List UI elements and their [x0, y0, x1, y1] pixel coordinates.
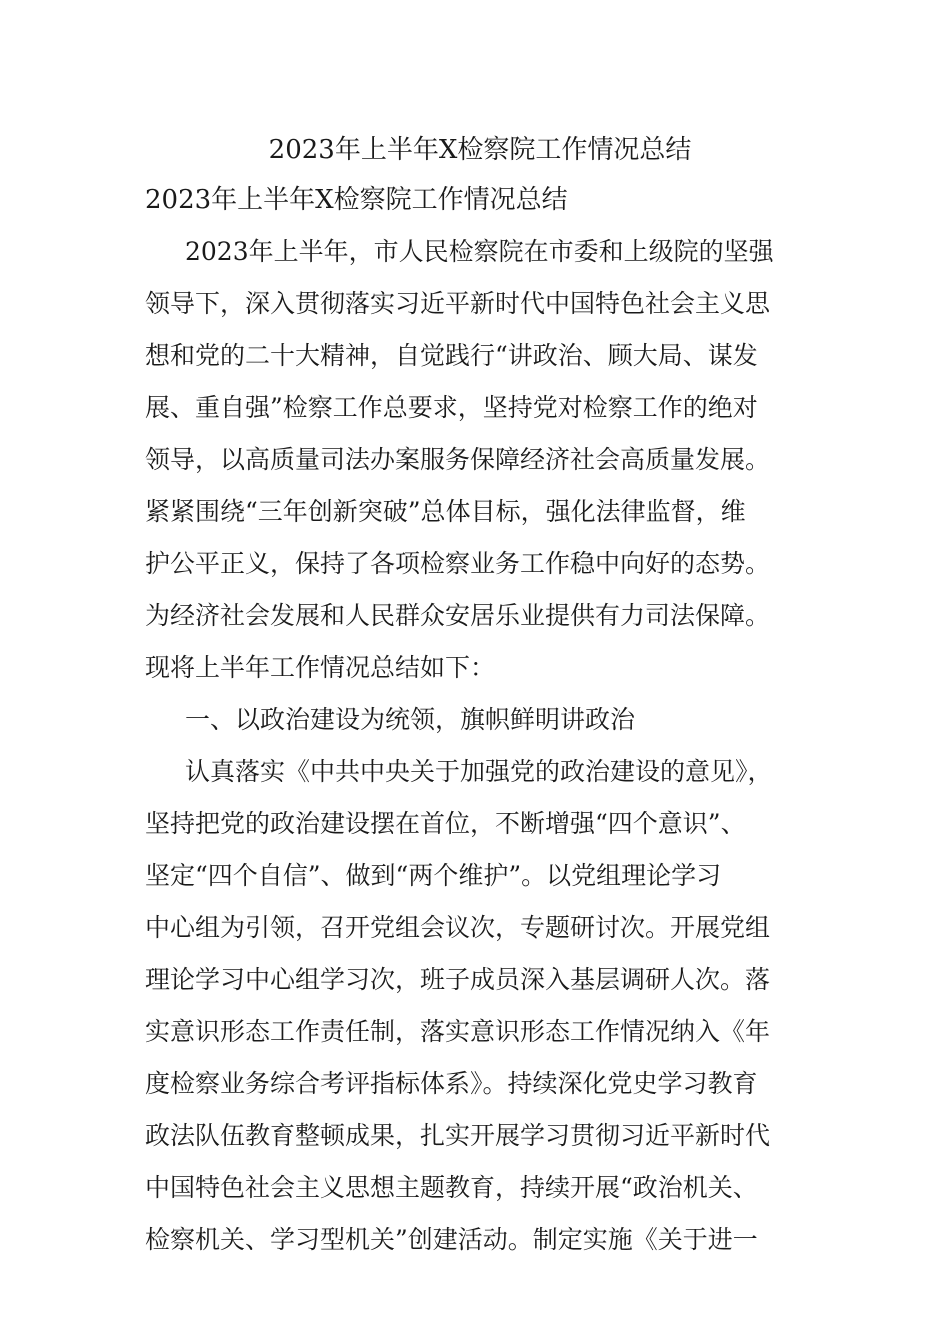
body-line: 度检察业务综合考评指标体系》。持续深化党史学习教育: [145, 1069, 758, 1098]
body-line: 理论学习中心组学习次，班子成员深入基层调研人次。落: [145, 965, 771, 994]
body-line: 坚定“四个自信”、做到“两个维护”。以党组理论学习: [145, 861, 722, 890]
body-line: 展、重自强”检察工作总要求，坚持党对检察工作的绝对: [145, 393, 758, 422]
body-line: 中国特色社会主义思想主题教育，持续开展“政治机关、: [145, 1173, 758, 1202]
body-line: 中心组为引领，召开党组会议次，专题研讨次。开展党组: [145, 913, 771, 942]
body-line: 护公平正义，保持了各项检察业务工作稳中向好的态势。: [145, 549, 771, 578]
body-line: 政法队伍教育整顿成果，扎实开展学习贯彻习近平新时代: [145, 1121, 771, 1150]
body-line: 2023年上半年，市人民检察院在市委和上级院的坚强: [185, 237, 774, 266]
body-line: 领导，以高质量司法办案服务保障经济社会高质量发展。: [145, 445, 771, 474]
body-line: 为经济社会发展和人民群众安居乐业提供有力司法保障。: [145, 601, 771, 630]
section-heading: 一、以政治建设为统领，旗帜鲜明讲政治: [185, 705, 636, 734]
body-line: 想和党的二十大精神，自觉践行“讲政治、顾大局、谋发: [145, 341, 758, 370]
body-line: 紧紧围绕“三年创新突破”总体目标，强化法律监督，维: [145, 497, 746, 526]
body-line: 坚持把党的政治建设摆在首位，不断增强“四个意识”、: [145, 809, 746, 838]
body-line: 检察机关、学习型机关”创建活动。制定实施《关于进一: [145, 1225, 758, 1254]
body-line: 认真落实《中共中央关于加强党的政治建设的意见》，: [185, 757, 773, 786]
document-title: 2023年上半年X检察院工作情况总结: [268, 135, 692, 165]
document-subtitle: 2023年上半年X检察院工作情况总结: [145, 185, 568, 215]
body-line: 领导下，深入贯彻落实习近平新时代中国特色社会主义思: [145, 289, 771, 318]
body-line: 现将上半年工作情况总结如下：: [145, 653, 496, 682]
body-line: 实意识形态工作责任制，落实意识形态工作情况纳入《年: [145, 1017, 771, 1046]
